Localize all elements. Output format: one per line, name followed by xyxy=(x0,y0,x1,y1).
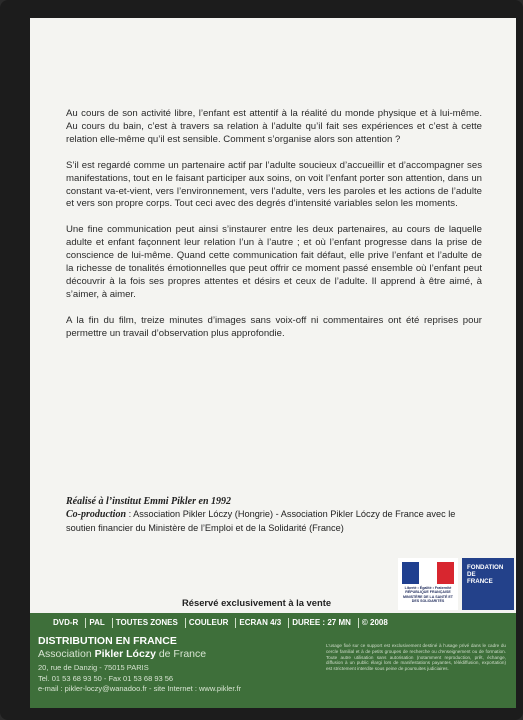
fdf-line-3: FRANCE xyxy=(467,578,493,585)
paragraph-4: A la fin du film, treize minutes d’images sans voix-off ni commentaires ont été reprises pour permettre un travail d’observation plus approfondie. xyxy=(66,314,482,339)
sale-notice: Réservé exclusivement à la vente xyxy=(182,597,332,608)
distribution-title: DISTRIBUTION EN FRANCE xyxy=(38,635,177,647)
spec-system: PAL xyxy=(85,618,107,628)
rf-logo-text: Liberté • Égalité • Fraternité RÉPUBLIQUE FRANÇAISE MINISTÈRE DE LA SANTÉ ET DES SOLIDARITÉS xyxy=(403,586,453,604)
legal-disclaimer: L'usage fixé sur ce support est exclusivement destiné à l'usage privé dans le cadre du cercle familial et à de petits groupes de recherche ou d'enseignement ou de formation. Toute autre utilisation sans autorisation (notamment reproduction, prêt, échange, diffusion à un public élargi lors de manifestations payantes, télédiffusion, exportation) est strictement interdite sous peine de poursuites judiciaires. xyxy=(326,643,506,672)
distributor-name xyxy=(38,648,206,660)
fondation-de-france-logo xyxy=(462,558,514,610)
email-website: e-mail : pikler-loczy@wanadoo.fr - site Internet : www.pikler.fr xyxy=(38,684,242,693)
paragraph-2: S’il est regardé comme un partenaire actif par l’adulte soucieux d’accueillir et d’accompagner ses manifestations, tout en le faisant participer aux soins, on voit l’enfant porter son attention, dans un constant va-et-vient, vers l’environnement, vers l’adulte, vers les paroles et les actions de l’adulte et vers son propre corps. Tout ceci avec des degrés d’intensité variables selon les moments. xyxy=(66,159,482,210)
technical-specs xyxy=(50,617,391,629)
spec-color: COULEUR xyxy=(185,618,232,628)
spec-duration: DUREE : 27 MN xyxy=(288,618,354,628)
flag-red xyxy=(437,562,454,584)
spec-copyright: © 2008 xyxy=(358,618,391,628)
fdf-line-2: DE xyxy=(467,571,476,578)
french-flag-icon xyxy=(402,562,454,584)
distributor-strong: Pikler Lóczy xyxy=(94,648,156,660)
spec-screen: ECRAN 4/3 xyxy=(235,618,284,628)
production-credit: Réalisé à l’institut Emmi Pikler en 1992 xyxy=(66,496,232,507)
distributor-prefix: Association xyxy=(38,648,95,660)
contact-info xyxy=(38,663,241,695)
back-cover xyxy=(30,18,516,708)
paragraph-1: Au cours de son activité libre, l’enfant est attentif à la réalité du monde physique et à lui-même. Au cours du bain, c’est à travers sa relation à l’adulte qu’il fait ses expériences et c’est à cette relation elle-même qu’il est sensible. Comment s’organise alors son attention ? xyxy=(66,108,482,145)
credits xyxy=(66,496,486,534)
coproduction-text: : Association Pikler Lóczy (Hongrie) - Association Pikler Lóczy de France avec le soutien financier du Ministère de l’Emploi et de la Solidarité (France) xyxy=(66,509,456,533)
spec-format: DVD-R xyxy=(53,618,79,627)
sponsor-logos xyxy=(398,558,514,610)
distributor-suffix: de France xyxy=(155,648,207,660)
synopsis xyxy=(66,108,482,354)
flag-white xyxy=(419,562,436,584)
address: 20, rue de Danzig - 75015 PARIS xyxy=(38,663,149,672)
coproduction-credit xyxy=(66,508,486,534)
fdf-line-1: FONDATION xyxy=(467,564,504,571)
coproduction-label: Co-production xyxy=(66,509,127,521)
paragraph-3: Une fine communication peut ainsi s’instaurer entre les deux partenaires, au cours de laquelle adulte et enfant façonnent leur relation l’un à l’autre ; et où l’enfant progresse dans la prise de conscience de lui-même. Quand cette communication fait défaut, elle prive l’enfant et l’adulte de la richesse de tonalités émotionnelles que peut offrir ce moment passé ensemble où l’enfant peut découvrir à la fois ses propres attentes et désirs et ceux de l’adulte. Il apprend à être aimé, à s’aimer, à aimer. xyxy=(66,224,482,300)
spec-zones: TOUTES ZONES xyxy=(112,618,181,628)
distribution-band xyxy=(30,613,516,708)
phone-fax: Tel. 01 53 68 93 50 - Fax 01 53 68 93 56 xyxy=(38,673,174,683)
republique-francaise-logo xyxy=(398,558,458,610)
flag-blue xyxy=(402,562,419,584)
